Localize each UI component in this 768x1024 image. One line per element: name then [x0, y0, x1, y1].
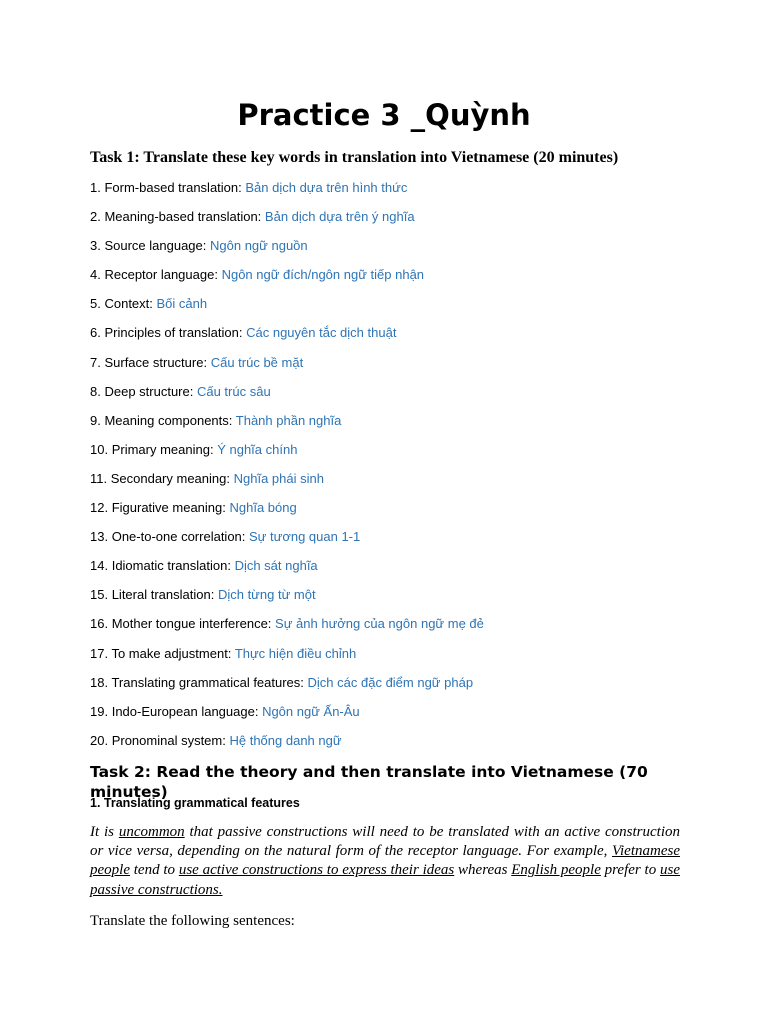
list-item — [90, 556, 710, 585]
item-translation: Bản dịch dựa trên hình thức — [245, 180, 408, 195]
item-translation: Dịch từng từ một — [217, 587, 316, 603]
item-term: Indo-European language: — [111, 703, 259, 719]
term-list — [90, 178, 710, 760]
list-item — [90, 440, 710, 469]
list-item — [90, 731, 710, 760]
list-item — [90, 644, 710, 673]
list-item — [90, 382, 710, 411]
item-translation: Nghĩa bóng — [229, 500, 297, 516]
item-term: Principles of translation: — [104, 325, 243, 341]
item-translation: Sự ảnh hưởng của ngôn ngữ mẹ đẻ — [275, 616, 484, 632]
underlined-phrase: uncommon — [118, 824, 185, 840]
item-term: Context: — [104, 296, 153, 312]
item-number: 1. — [90, 180, 101, 195]
item-term: Form-based translation: — [104, 180, 242, 195]
item-number: 13. — [90, 529, 109, 545]
item-translation: Sự tương quan 1-1 — [249, 529, 361, 545]
list-item — [90, 207, 710, 236]
item-number: 18. — [90, 674, 109, 690]
item-number: 9. — [90, 412, 101, 428]
list-item — [90, 353, 710, 382]
item-term: Literal translation: — [111, 587, 215, 603]
item-term: Pronominal system: — [111, 732, 226, 748]
item-translation: Ý nghĩa chính — [217, 441, 298, 457]
paragraph-text: tend to — [129, 862, 179, 879]
item-term: Meaning-based translation: — [104, 209, 262, 225]
task1-heading: Task 1: Translate these key words in translation into Vietnamese (20 minutes) — [90, 149, 619, 166]
paragraph-text: prefer to — [600, 862, 660, 879]
list-item — [90, 527, 710, 556]
item-translation: Dịch sát nghĩa — [234, 558, 318, 574]
list-item — [90, 469, 710, 498]
list-item — [90, 178, 710, 207]
underlined-phrase: use passive constructions. — [90, 862, 680, 898]
item-term: Source language: — [104, 238, 207, 254]
list-item — [90, 585, 710, 614]
paragraph-text: that passive constructions will need to be translated with an active construction or vice versa, depending on the natural form of the receptor language. For example, — [90, 824, 680, 860]
item-number: 20. — [90, 732, 109, 748]
item-translation: Ngôn ngữ đích/ngôn ngữ tiếp nhận — [221, 267, 425, 283]
item-translation: Thực hiện điều chỉnh — [234, 645, 357, 661]
item-translation: Hệ thống danh ngữ — [229, 732, 342, 748]
instruction-text: Translate the following sentences: — [90, 913, 295, 929]
list-item — [90, 411, 710, 440]
list-item — [90, 323, 710, 352]
item-number: 8. — [90, 383, 101, 399]
item-term: Idiomatic translation: — [111, 558, 231, 574]
list-item — [90, 236, 710, 265]
item-number: 3. — [90, 238, 101, 254]
list-item — [90, 702, 710, 731]
item-term: To make adjustment: — [111, 645, 232, 661]
item-number: 4. — [90, 267, 101, 283]
list-item — [90, 294, 710, 323]
item-term: Figurative meaning: — [111, 500, 226, 516]
item-term: Receptor language: — [104, 267, 218, 283]
item-number: 19. — [90, 703, 109, 719]
item-translation: Các nguyên tắc dịch thuật — [246, 325, 397, 341]
item-term: One-to-one correlation: — [111, 529, 246, 545]
item-number: 15. — [90, 587, 109, 603]
list-item — [90, 265, 710, 294]
item-number: 11. — [90, 470, 108, 486]
item-term: Primary meaning: — [111, 441, 214, 457]
item-term: Secondary meaning: — [110, 470, 230, 486]
underlined-phrase: Vietnamese people — [90, 843, 680, 879]
paragraph-text: It is — [90, 824, 119, 840]
item-number: 2. — [90, 209, 101, 225]
item-translation: Dịch các đặc điểm ngữ pháp — [307, 674, 474, 690]
item-translation: Cấu trúc bề mặt — [210, 354, 304, 370]
item-translation: Cấu trúc sâu — [196, 383, 271, 399]
item-number: 10. — [90, 441, 109, 457]
item-translation: Ngôn ngữ Ấn-Âu — [262, 703, 360, 719]
item-number: 5. — [90, 296, 101, 312]
item-term: Surface structure: — [104, 354, 208, 370]
underlined-phrase: English people — [511, 862, 601, 879]
item-number: 7. — [90, 354, 101, 370]
page-title: Practice 3 _Quỳnh — [237, 98, 531, 132]
list-item — [90, 498, 710, 527]
section-subheading: 1. Translating grammatical features — [90, 796, 300, 810]
item-translation: Bản dịch dựa trên ý nghĩa — [264, 209, 415, 225]
item-number: 16. — [90, 616, 109, 632]
item-number: 14. — [90, 558, 109, 574]
list-item — [90, 673, 710, 702]
underlined-phrase: use active constructions to express their ideas — [178, 862, 455, 879]
item-number: 17. — [90, 645, 109, 661]
paragraph-text: whereas — [454, 862, 512, 879]
item-number: 6. — [90, 325, 101, 341]
item-translation: Nghĩa phái sinh — [233, 470, 324, 486]
item-term: Meaning components: — [104, 412, 233, 428]
item-translation: Thành phần nghĩa — [235, 412, 342, 428]
item-translation: Ngôn ngữ nguồn — [210, 238, 308, 254]
theory-paragraph — [90, 823, 680, 900]
item-translation: Bối cảnh — [156, 296, 208, 312]
item-term: Mother tongue interference: — [111, 616, 272, 632]
list-item — [90, 614, 710, 643]
item-term: Translating grammatical features: — [111, 674, 304, 690]
task2-heading: Task 2: Read the theory and then translate into Vietnamese (70 minutes) — [90, 763, 648, 801]
item-term: Deep structure: — [104, 383, 194, 399]
item-number: 12. — [90, 500, 109, 516]
